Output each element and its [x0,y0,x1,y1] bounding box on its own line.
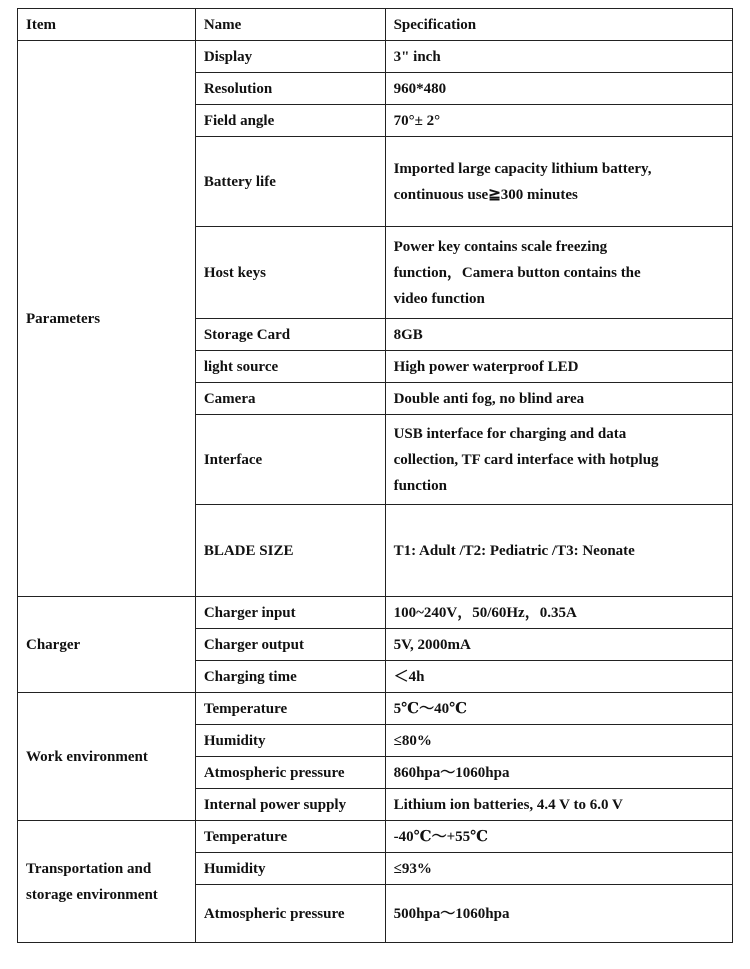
row-spec: 860hpa～1060hpa [385,757,732,789]
row-spec: ＜4h [385,661,732,693]
row-spec: 5℃～40℃ [385,693,732,725]
spec-line: USB interface for charging and data [393,425,627,442]
row-name: light source [195,351,385,383]
row-name: BLADE SIZE [195,505,385,597]
row-spec: 8GB [385,319,732,351]
row-name: Host keys [195,227,385,319]
row-name: Charging time [195,661,385,693]
header-row [18,9,733,41]
spec-line: video function [393,290,485,307]
row-spec: Lithium ion batteries, 4.4 V to 6.0 V [385,789,732,821]
group-work-environment: Work environment [18,693,196,821]
group-title-line: storage environment [26,886,158,903]
spec-line: function，Camera button contains the [393,264,641,281]
row-spec [385,137,732,227]
row-name: Internal power supply [195,789,385,821]
row-name: Atmospheric pressure [195,885,385,943]
spec-line: continuous use≧300 minutes [393,186,578,203]
header-specification: Specification [385,9,732,41]
table-row [18,41,733,73]
row-spec: 960*480 [385,73,732,105]
group-title-line: Transportation and [26,860,152,877]
spec-line: Imported large capacity lithium battery, [393,160,652,177]
row-name: Interface [195,415,385,505]
group-transport-storage [18,821,196,943]
table-row [18,693,733,725]
row-spec: 3" inch [385,41,732,73]
row-name: Storage Card [195,319,385,351]
row-spec: 5V, 2000mA [385,629,732,661]
spec-line: function [393,477,447,494]
group-parameters: Parameters [18,41,196,597]
row-spec: T1: Adult /T2: Pediatric /T3: Neonate [385,505,732,597]
row-name: Resolution [195,73,385,105]
row-spec: ≤93% [385,853,732,885]
row-spec: 70°± 2° [385,105,732,137]
row-name: Battery life [195,137,385,227]
row-spec: ≤80% [385,725,732,757]
spec-line: collection, TF card interface with hotplug [393,451,659,468]
group-charger: Charger [18,597,196,693]
row-name: Temperature [195,821,385,853]
row-name: Temperature [195,693,385,725]
row-spec: Double anti fog, no blind area [385,383,732,415]
specification-table [17,8,733,943]
row-name: Humidity [195,725,385,757]
row-name: Humidity [195,853,385,885]
row-spec: 500hpa～1060hpa [385,885,732,943]
header-name: Name [195,9,385,41]
row-name: Display [195,41,385,73]
row-name: Charger input [195,597,385,629]
row-spec: 100~240V，50/60Hz，0.35A [385,597,732,629]
row-name: Atmospheric pressure [195,757,385,789]
row-spec: -40℃～+55℃ [385,821,732,853]
table-row [18,821,733,853]
row-spec: High power waterproof LED [385,351,732,383]
row-name: Charger output [195,629,385,661]
row-name: Camera [195,383,385,415]
row-spec [385,415,732,505]
header-item: Item [18,9,196,41]
spec-line: Power key contains scale freezing [393,238,608,255]
row-name: Field angle [195,105,385,137]
row-spec [385,227,732,319]
table-row [18,597,733,629]
